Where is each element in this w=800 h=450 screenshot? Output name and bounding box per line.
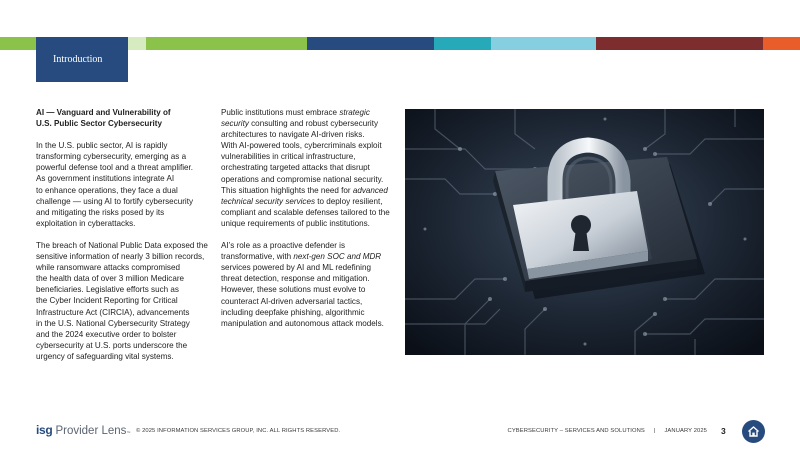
paragraph-breach: The breach of National Public Data exposed the sensitive information of nearly 3 billion records, while ransomware attacks compromised the health data of over 3 million Medicare beneficiaries. Legislative efforts such as the Cyber Incident Reporting for Critical Infrastructure Act (CIRCIA), advancements in the U.S. National Cybersecurity Strategy and the 2024 executive order to bolster cybersecurity at U.S. ports underscore the urgency of safeguarding vital systems.: [36, 240, 208, 361]
page-number: 3: [721, 426, 726, 436]
logo-provider-lens: Provider Lens: [55, 425, 127, 437]
text-column-left: [36, 107, 216, 362]
column-heading: AI — Vanguard and Vulnerability of U.S. Public Sector Cybersecurity: [36, 108, 171, 129]
text-column-middle: [221, 107, 401, 329]
report-date: JANUARY 2025: [664, 428, 707, 434]
padlock-icon: [405, 109, 764, 355]
footer-report-info: [508, 428, 707, 434]
paragraph-intro: In the U.S. public sector, AI is rapidly transforming cybersecurity, emerging as a powerful defense tool and a threat amplifier. As government institutions integrate AI to enhance operations, they face a dual challenge — using AI to fortify cybersecurity and mitigating the risks posed by its exploitation in cyberattacks.: [36, 141, 194, 228]
padlock-circuit-image: [405, 109, 764, 355]
section-tab-label: Introduction: [53, 54, 103, 65]
footer-separator: |: [653, 428, 656, 434]
copyright-notice: © 2025 INFORMATION SERVICES GROUP, INC. ALL RIGHTS RESERVED.: [136, 428, 341, 434]
paragraph-defender: AI’s role as a proactive defender is transformative, with next-gen SOC and MDR services powered by AI and ML redefining threat detection, response and mitigation. However, these solutions must evolve to counteract AI-driven adversarial tactics, including deepfake phishing, algorithmic manipulation and autonomous attack models.: [221, 241, 384, 328]
section-tab: [36, 37, 128, 82]
home-button[interactable]: [742, 420, 765, 443]
paragraph-institutions: Public institutions must embrace strategic security consulting and robust cybersecurity architectures to navigate AI-driven risks. With AI-powered tools, cybercriminals exploit vulnerabilities in critical infrastructure, orchestrating targeted attacks that disrupt operations and compromise national security. This situation highlights the need for advanced technical security services to deploy resilient, compliant and scalable defenses tailored to the unique requirements of public institutions.: [221, 108, 390, 228]
report-title: CYBERSECURITY – SERVICES AND SOLUTIONS: [507, 428, 645, 434]
logo-isg: isg: [36, 423, 53, 437]
home-icon: [747, 425, 760, 438]
isg-provider-lens-logo: [36, 423, 130, 437]
logo-trademark: ™: [126, 430, 131, 435]
